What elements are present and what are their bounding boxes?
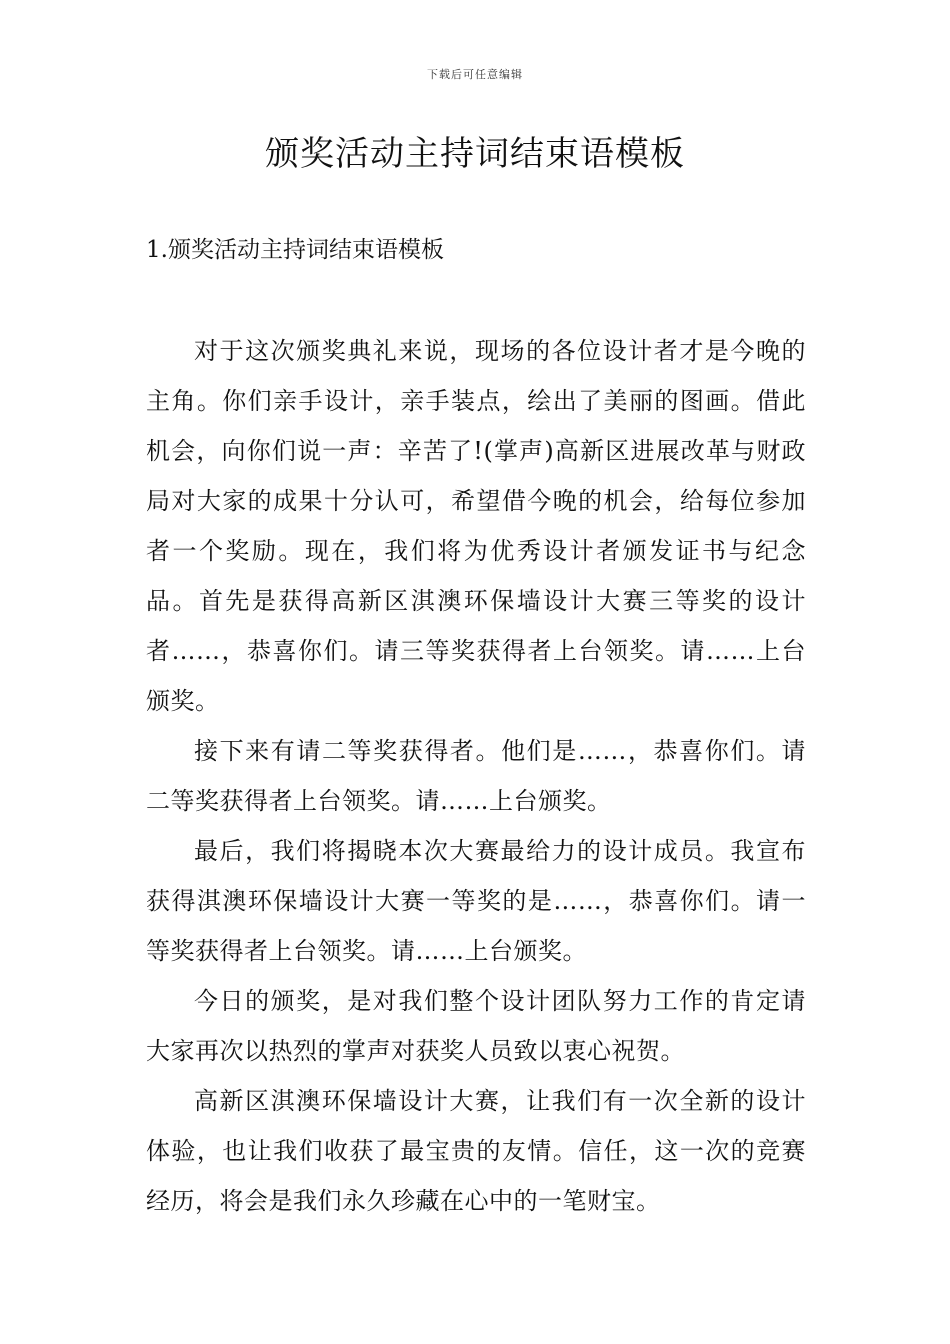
- paragraph-3: 最后，我们将揭晓本次大赛最给力的设计成员。我宣布获得淇澳环保墙设计大赛一等奖的是……，恭喜你们。请一等奖获得者上台领奖。请……上台颁奖。: [146, 837, 806, 965]
- paragraph-4: 今日的颁奖，是对我们整个设计团队努力工作的肯定请大家再次以热烈的掌声对获奖人员致以衷心祝贺。: [146, 987, 806, 1065]
- section-heading: 1.颁奖活动主持词结束语模板: [146, 237, 444, 263]
- paragraph-2: 接下来有请二等奖获得者。他们是……，恭喜你们。请二等奖获得者上台领奖。请……上台颁奖。: [146, 737, 806, 815]
- paragraph-1: 对于这次颁奖典礼来说，现场的各位设计者才是今晚的主角。你们亲手设计，亲手装点，绘出了美丽的图画。借此机会，向你们说一声：辛苦了!(掌声)高新区进展改革与财政局对大家的成果十分认可，希望借今晚的机会，给每位参加者一个奖励。现在，我们将为优秀设计者颁发证书与纪念品。首先是获得高新区淇澳环保墙设计大赛三等奖的设计者……，恭喜你们。请三等奖获得者上台领奖。请……上台颁奖。: [146, 337, 806, 715]
- body-text: [146, 326, 806, 1226]
- document-title: 颁奖活动主持词结束语模板: [265, 134, 685, 174]
- header-note: 下载后可任意编辑: [427, 68, 523, 81]
- paragraph-5: 高新区淇澳环保墙设计大赛，让我们有一次全新的设计体验，也让我们收获了最宝贵的友情。信任，这一次的竞赛经历，将会是我们永久珍藏在心中的一笔财宝。: [146, 1087, 806, 1215]
